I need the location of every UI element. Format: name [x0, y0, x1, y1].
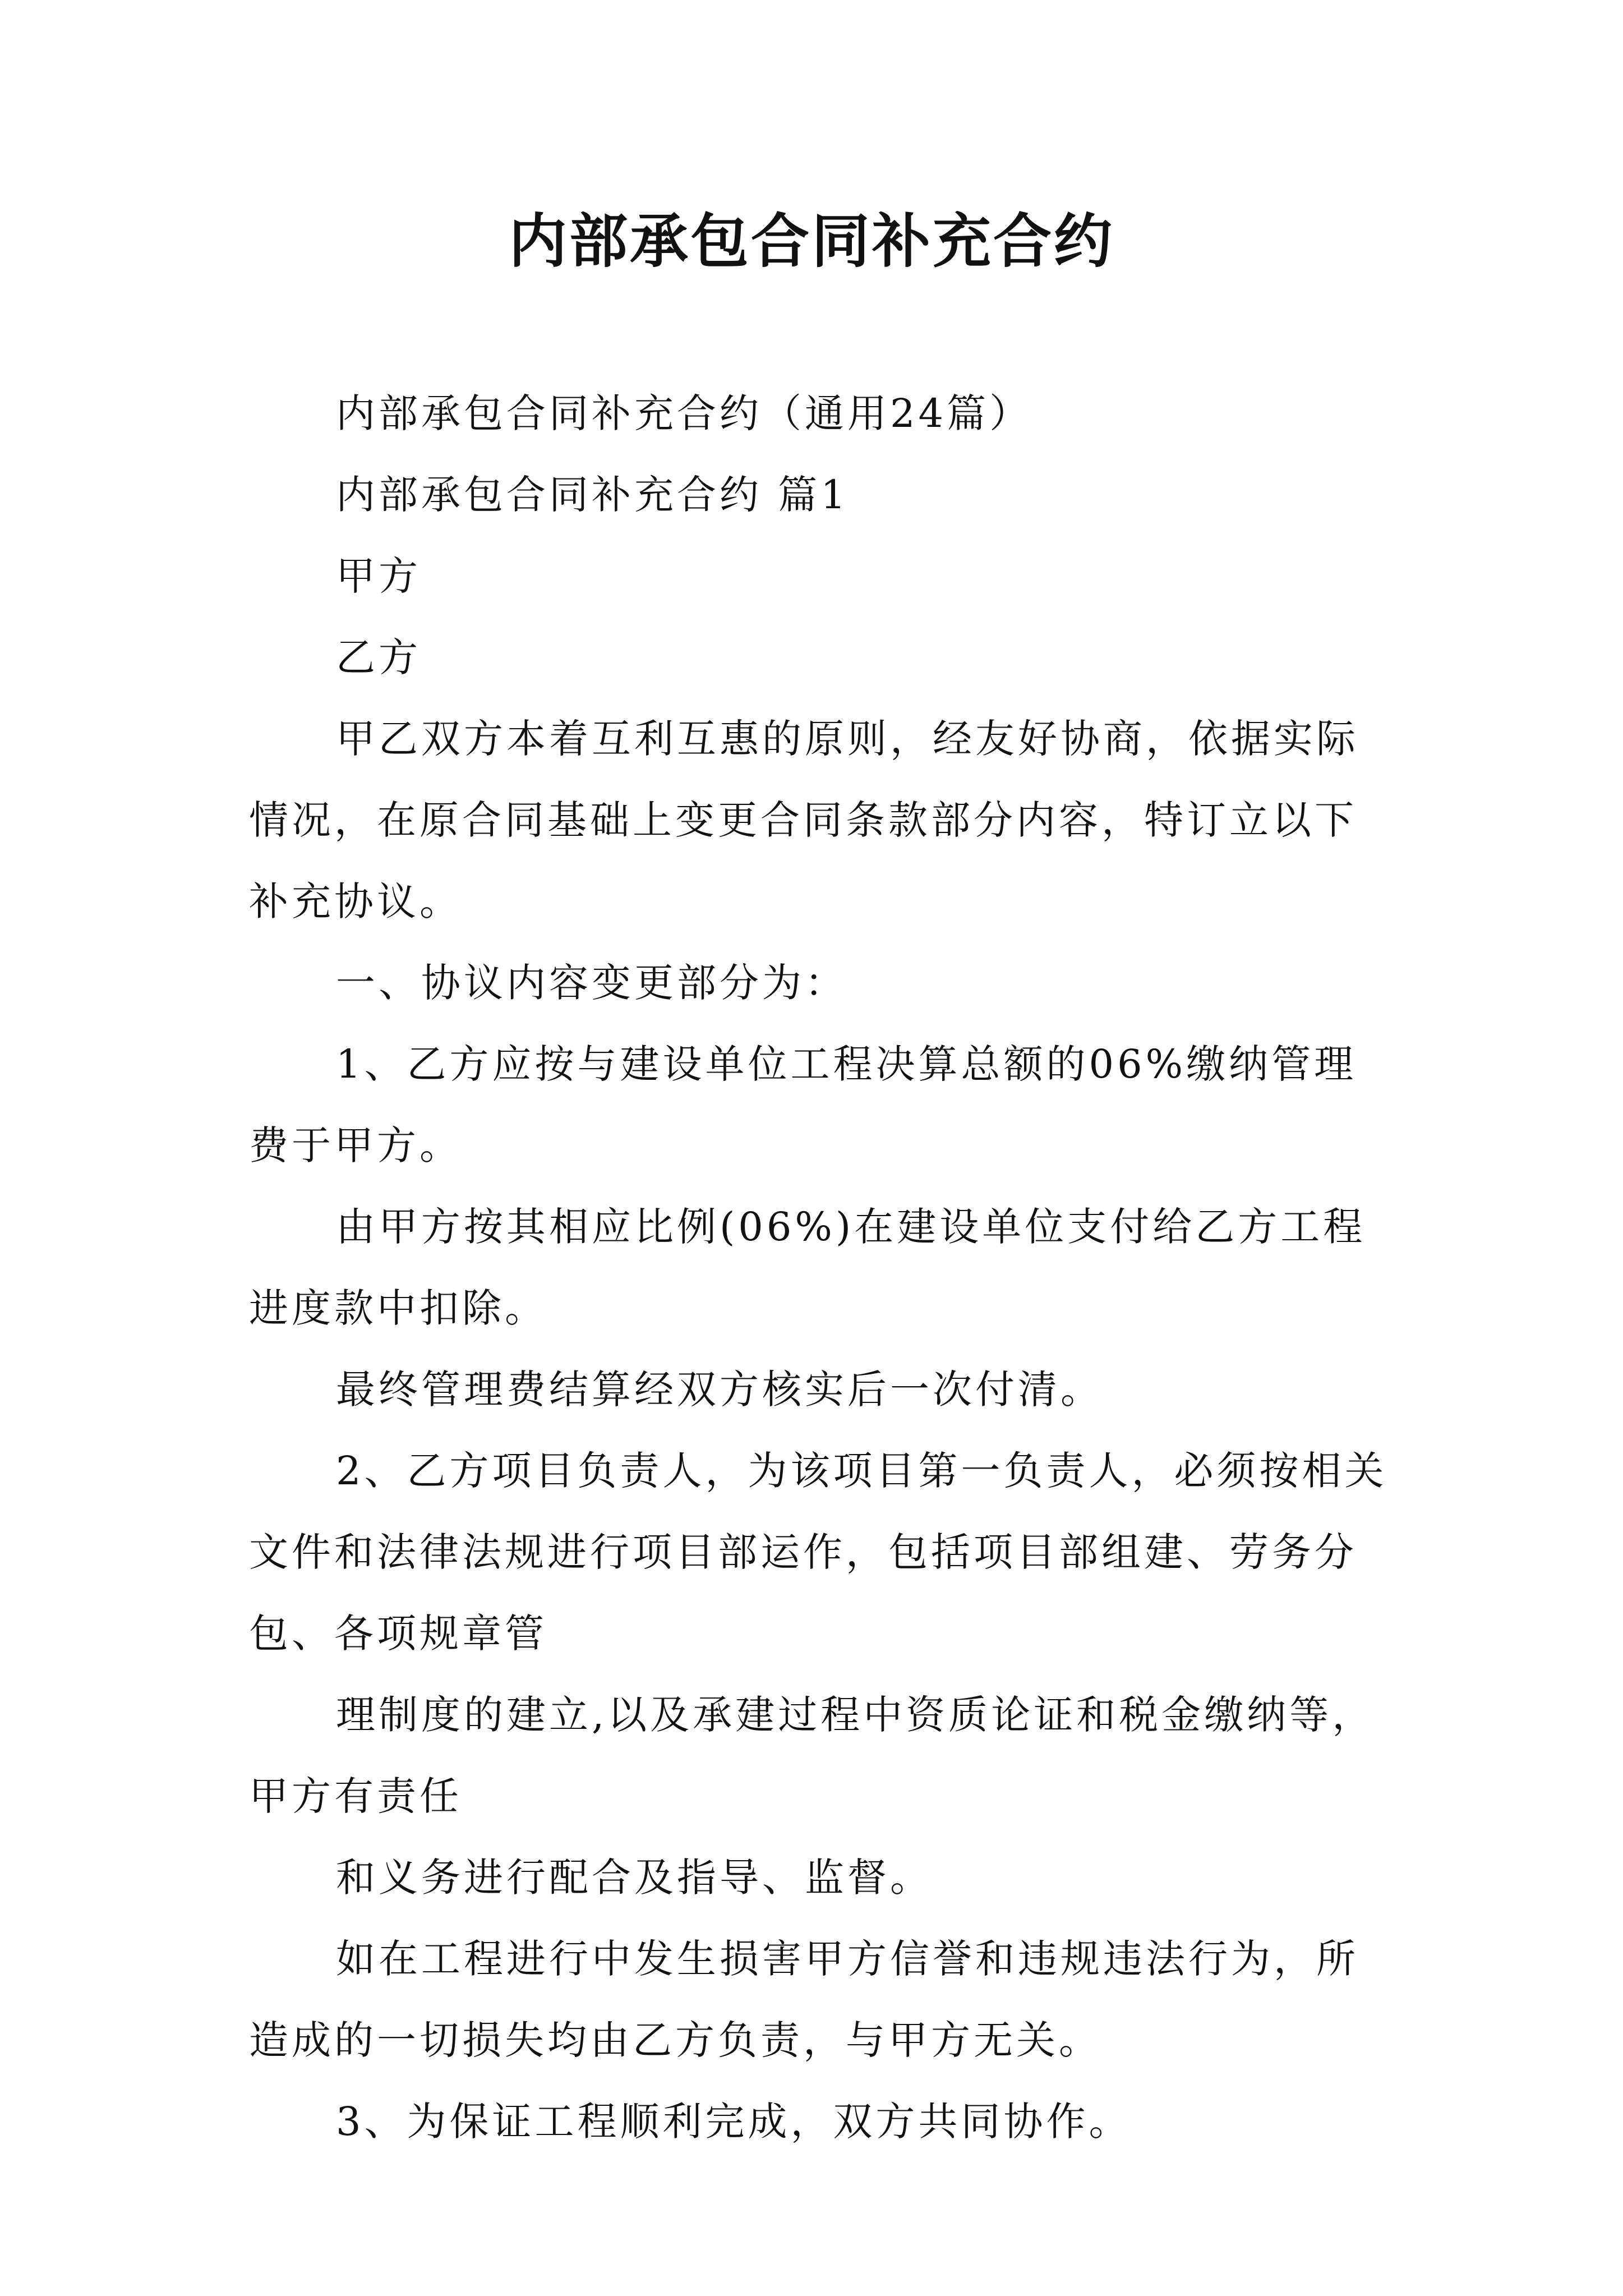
paragraph-clause-2-duty: 和义务进行配合及指导、监督。 — [336, 1855, 933, 1901]
paragraph-clause-2-cont: 理制度的建立,以及承建过程中资质论证和税金缴纳等，甲方有责任 — [249, 1692, 1375, 1819]
paragraph-clause-1-deduction: 由甲方按其相应比例(06%)在建设单位支付给乙方工程进度款中扣除。 — [249, 1204, 1366, 1331]
paragraph-clause-3: 3、为保证工程顺利完成，双方共同协作。 — [336, 2099, 1132, 2145]
paragraph-party-b: 乙方 — [336, 634, 421, 680]
document-body — [249, 373, 1387, 2162]
paragraph-party-a: 甲方 — [336, 553, 421, 599]
paragraph-clause-2-liability: 如在工程进行中发生损害甲方信誉和违规违法行为，所造成的一切损失均由乙方负责，与甲方无关。 — [249, 1936, 1359, 2063]
paragraph-clause-1: 1、乙方应按与建设单位工程决算总额的06%缴纳管理费于甲方。 — [249, 1041, 1357, 1168]
paragraph-clause-heading: 一、协议内容变更部分为： — [336, 960, 847, 1006]
paragraph-clause-1-settlement: 最终管理费结算经双方核实后一次付清。 — [336, 1366, 1103, 1412]
document-title: 内部承包合同补充合约 — [508, 207, 1114, 275]
paragraph-clause-2: 2、乙方项目负责人，为该项目第一负责人，必须按相关文件和法律法规进行项目部运作，包括项目部组建、劳务分包、各项规章管 — [249, 1448, 1387, 1657]
paragraph-preamble: 甲乙双方本着互利互惠的原则，经友好协商，依据实际情况，在原合同基础上变更合同条款部分内容，特订立以下补充协议。 — [249, 716, 1359, 924]
paragraph-section-heading: 内部承包合同补充合约 篇1 — [336, 472, 849, 518]
paragraph-subtitle: 内部承包合同补充合约（通用24篇） — [336, 390, 1032, 436]
